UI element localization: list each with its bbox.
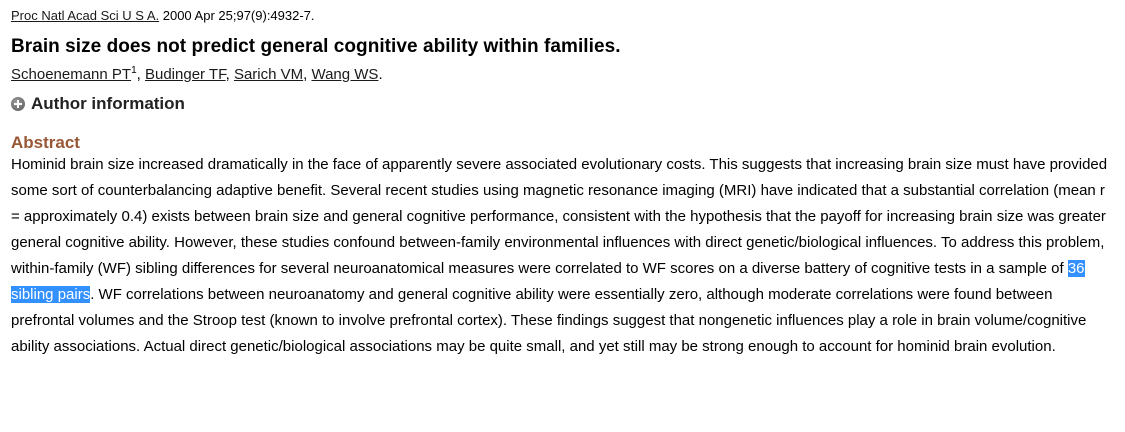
author-information-toggle[interactable] (11, 94, 1115, 114)
author-separator: , (136, 66, 145, 83)
author-affiliation-sup: 1 (131, 65, 137, 76)
article-title: Brain size does not predict general cognitive ability within families. (11, 36, 621, 57)
abstract-text-before: Hominid brain size increased dramatically in the face of apparently severe associated evolutionary costs. This suggests that increasing brain size must have provided some sort of counterbalancing adaptive benefit. Several recent studies using magnetic resonance imaging (MRI) have indicated that a substantial correlation (mean r = approximately 0.4) exists between brain size and general cognitive performance, consistent with the hypothesis that the payoff for increasing brain size was greater general cognitive ability. However, these studies confound between-family environmental influences with direct genetic/biological influences. To address this problem, within-family (WF) sibling differences for several neuroanatomical measures were correlated to WF scores on a diverse battery of cognitive tests in a sample of (11, 156, 1108, 277)
author-separator: . (378, 66, 383, 83)
author-link[interactable]: Wang WS (311, 66, 379, 83)
selected-text-highlight: 36 sibling pairs (11, 260, 1085, 303)
author-list (11, 65, 1115, 85)
abstract-text-after: . WF correlations between neuroanatomy and general cognitive ability were essentially zero, although moderate correlations were found between prefrontal volumes and the Stroop test (known to involve prefrontal cortex). These findings suggest that nongenetic influences play a role in brain volume/cognitive ability associations. Actual direct genetic/biological associations may be quite small, and yet still may be strong enough to account for hominid brain evolution. (11, 286, 1087, 355)
author-link[interactable]: Sarich VM (233, 66, 304, 83)
journal-link[interactable]: Proc Natl Acad Sci U S A. (11, 8, 160, 23)
plus-circle-icon[interactable] (11, 97, 25, 111)
citation-details: 2000 Apr 25;97(9):4932-7. (159, 8, 315, 23)
author-separator: , (225, 66, 234, 83)
citation-line (11, 7, 1115, 24)
author-link[interactable]: Schoenemann PT (11, 66, 132, 83)
author-information-label: Author information (31, 94, 185, 113)
author-separator: , (303, 66, 312, 83)
abstract-heading: Abstract (11, 133, 80, 152)
abstract-text (11, 152, 1115, 360)
author-link[interactable]: Budinger TF (144, 66, 226, 83)
